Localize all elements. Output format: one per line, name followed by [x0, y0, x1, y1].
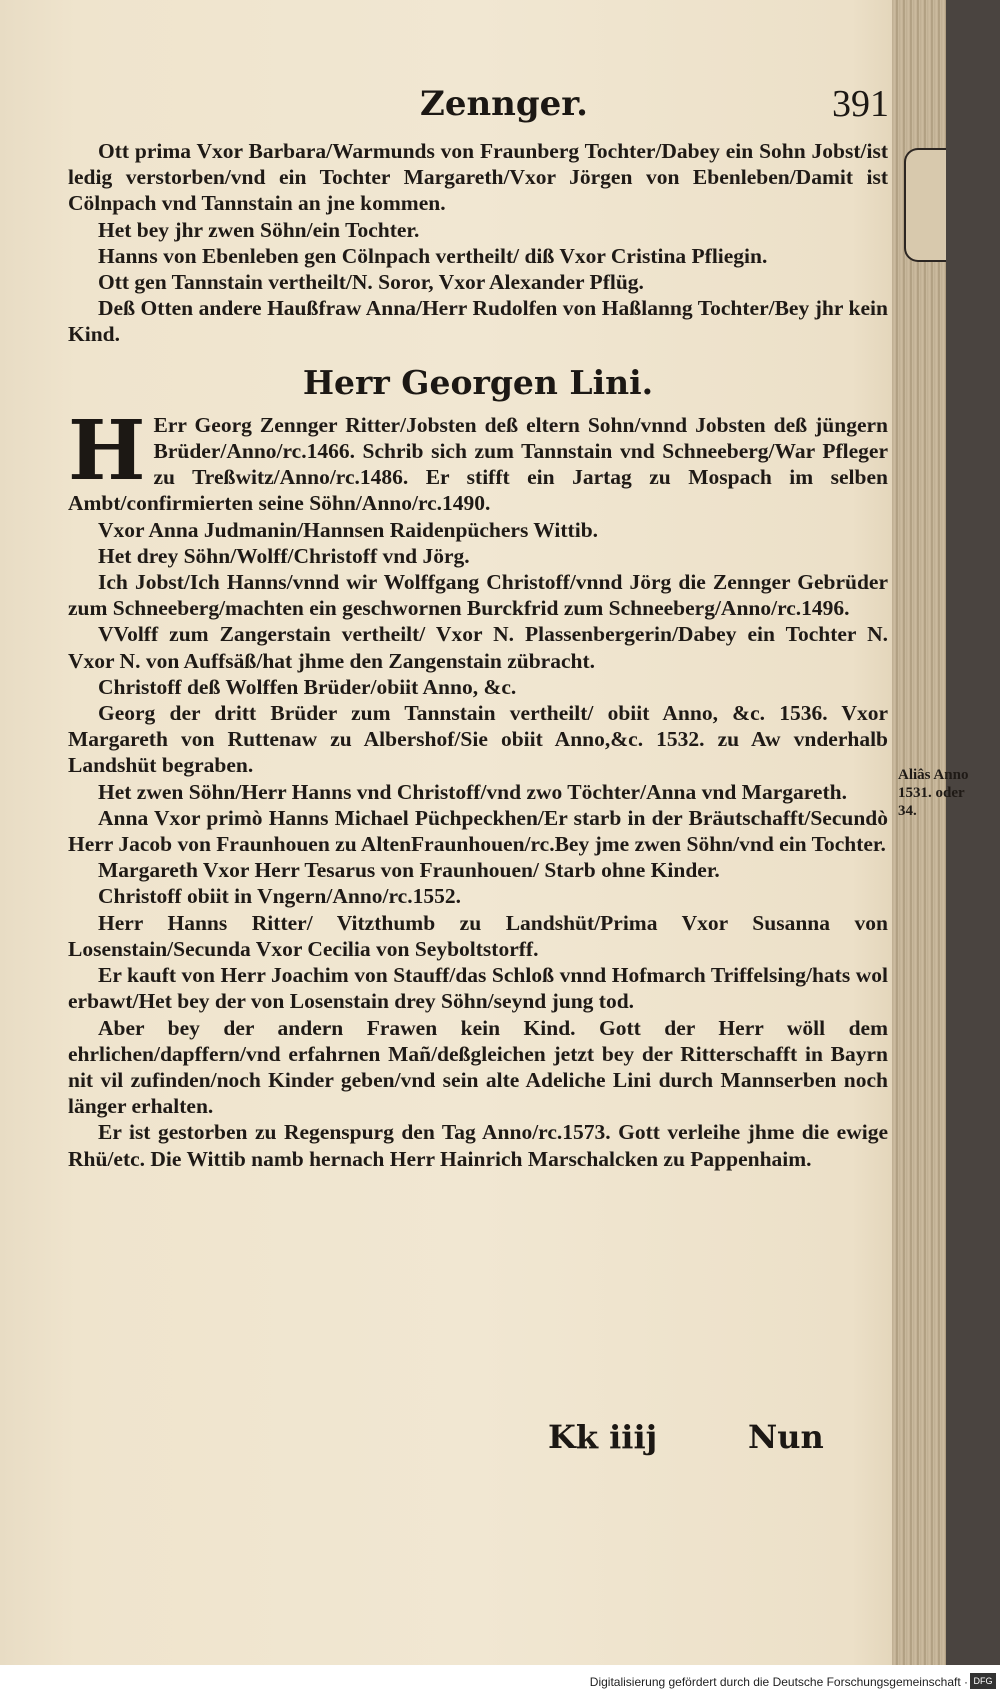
main-text — [68, 138, 888, 1172]
catchword-row — [0, 1418, 946, 1468]
running-head: Zennger. — [420, 84, 588, 124]
page-tab-marker — [904, 148, 946, 262]
footer-credit: Digitalisierung gefördert durch die Deutsche Forschungsgemeinschaft · — [589, 1675, 968, 1689]
paragraph: Het bey jhr zwen Söhn/ein Tochter. — [98, 217, 420, 242]
signature-mark: Kk iiij — [548, 1418, 658, 1456]
paragraph: Herr Hanns Ritter/ Vitzthumb zu Landshüt/Prima Vxor Susanna von Losenstain/Secunda Vxor Cecilia von Seyboltstorff. — [68, 910, 888, 961]
paragraph-with-dropcap — [68, 402, 888, 517]
paragraph: Christoff deß Wolffen Brüder/obiit Anno, &c. — [98, 674, 517, 699]
paragraph: Anna Vxor primò Hanns Michael Püchpeckhen/Er starb in der Bräutschafft/Secundò Herr Jacob von Fraunhouen zu AltenFraunhouen/rc.Bey jme zwen Söhn/vnd ein Tochter. — [68, 805, 888, 857]
paragraph: Georg der dritt Brüder zum Tannstain vertheilt/ obiit Anno, &c. 1536. Vxor Margareth von Ruttenaw zu Albershof/Sie obiit Anno,&c. 1532. zu Aw vnderhalb Landshüt begraben. — [68, 701, 888, 778]
paragraph-text: Err Georg Zennger Ritter/Jobsten deß eltern Sohn/vnnd Jobsten deß jüngern Brüder/Anno/rc.1466. Schrib sich zum Tannstain vnd Schneeberg/War Pfleger zu Treßwitz/Anno/rc.1486. Er stifft ein Jartag zu Mospach im selben Ambt/confirmierten seine Söhn/Anno/rc.1490. — [68, 412, 888, 516]
page-number: 391 — [832, 83, 889, 125]
paragraph: Er kauft von Herr Joachim von Stauff/das Schloß vnnd Hofmarch Triffelsing/hats wol erbawt/Het bey der von Losenstain drey Söhn/seynd jung tod. — [68, 963, 888, 1014]
page-header — [0, 84, 946, 134]
paragraph: Vxor Anna Judmanin/Hannsen Raidenpüchers Wittib. — [98, 517, 599, 542]
paragraph: Christoff obiit in Vngern/Anno/rc.1552. — [98, 884, 461, 909]
paragraph: Margareth Vxor Herr Tesarus von Fraunhouen/ Starb ohne Kinder. — [98, 858, 720, 883]
dropcap-initial: H — [68, 402, 146, 499]
paragraph: Ott gen Tannstain vertheilt/N. Soror, Vxor Alexander Pflüg. — [98, 270, 644, 295]
section-title: Herr Georgen Lini. — [302, 362, 654, 402]
margin-note: Aliâs Anno 1531. oder 34. — [898, 767, 969, 819]
dfg-logo: DFG — [970, 1673, 996, 1689]
paragraph: Ott prima Vxor Barbara/Warmunds von Fraunberg Tochter/Dabey ein Sohn Jobst/ist ledig verstorben/vnd ein Tochter Margareth/Vxor Jörgen von Ebenleben/Damit ist Cölnpach vnd Tannstain an jne kommen. — [68, 139, 888, 216]
paragraph: Aber bey der andern Frawen kein Kind. Gott der Herr wöll dem ehrlichen/dapffern/vnd erfahrnen Mañ/deßgleichen jetzt bey der Ritterschafft in Bayrn nit vil zufinden/noch Kinder geben/vnd sein alte Adeliche Lini durch Mannserben noch länger erhalten. — [68, 1015, 888, 1119]
paragraph: Ich Jobst/Ich Hanns/vnnd wir Wolffgang Christoff/vnnd Jörg die Zennger Gebrüder zum Schneeberg/machten ein geschwornen Burckfrid zum Schneeberg/Anno/rc.1496. — [68, 570, 888, 621]
paragraph: Het zwen Söhn/Herr Hanns vnd Christoff/vnd zwo Töchter/Anna vnd Margareth. — [98, 779, 847, 804]
paragraph: Deß Otten andere Haußfraw Anna/Herr Rudolfen von Haßlanng Tochter/Bey jhr kein Kind. — [68, 296, 888, 347]
paragraph: Hanns von Ebenleben gen Cölnpach vertheilt/ diß Vxor Cristina Pfliegin. — [98, 243, 768, 268]
catchword: Nun — [748, 1418, 824, 1456]
paragraph: VVolff zum Zangerstain vertheilt/ Vxor N. Plassenbergerin/Dabey ein Tochter N. Vxor N. von Auffsäß/hat jhme den Zangenstain zübracht. — [68, 622, 888, 673]
paragraph: Het drey Söhn/Wolff/Christoff vnd Jörg. — [98, 543, 470, 568]
paragraph: Er ist gestorben zu Regenspurg den Tag Anno/rc.1573. Gott verleihe jhme die ewige Rhü/etc. Die Wittib namb hernach Herr Hainrich Marschalcken zu Pappenhaim. — [68, 1120, 888, 1171]
